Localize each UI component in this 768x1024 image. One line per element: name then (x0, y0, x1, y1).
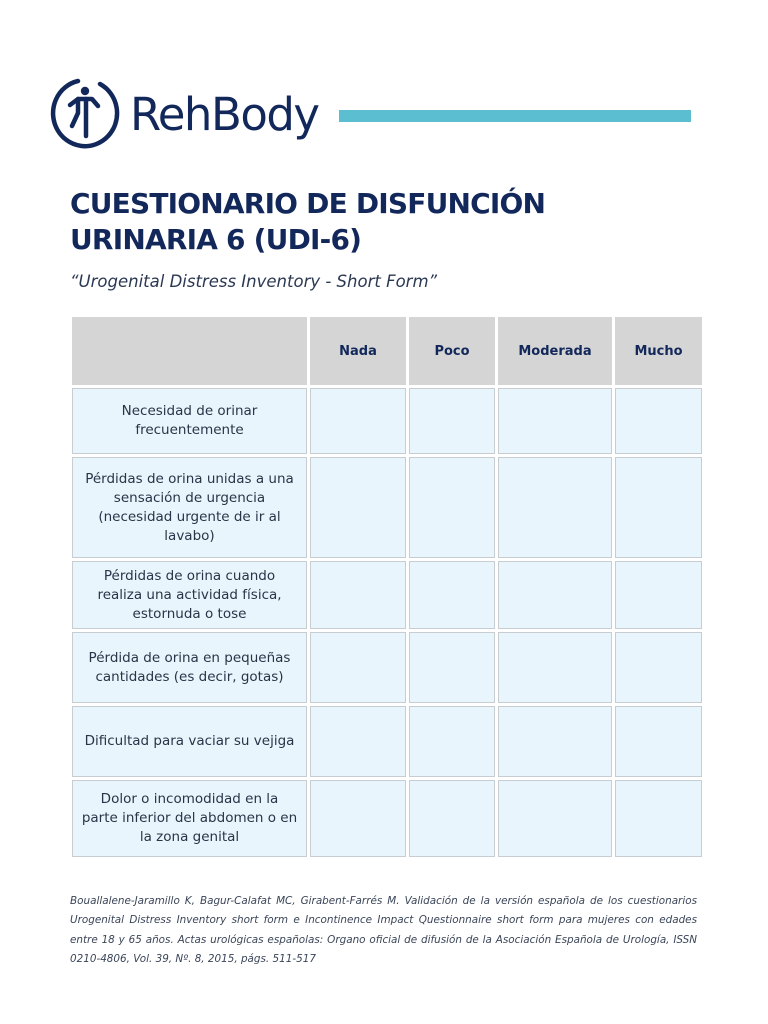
questionnaire-table (69, 314, 705, 860)
answer-cell-nada[interactable] (310, 632, 406, 703)
question-label: Pérdidas de orina cuando realiza una actividad física, estornuda o tose (72, 561, 307, 629)
question-label: Dificultad para vaciar su vejiga (72, 706, 307, 777)
answer-cell-mucho[interactable] (615, 561, 702, 629)
header-cell-poco: Poco (409, 317, 495, 385)
answer-cell-moderada[interactable] (498, 457, 612, 558)
title-line-1: CUESTIONARIO DE DISFUNCIÓN (70, 187, 546, 220)
answer-cell-nada[interactable] (310, 561, 406, 629)
answer-cell-poco[interactable] (409, 706, 495, 777)
answer-cell-moderada[interactable] (498, 561, 612, 629)
question-label: Pérdidas de orina unidas a una sensación de urgencia (necesidad urgente de ir al lavabo) (72, 457, 307, 558)
answer-cell-mucho[interactable] (615, 457, 702, 558)
header-cell-nada: Nada (310, 317, 406, 385)
answer-cell-mucho[interactable] (615, 780, 702, 857)
answer-cell-mucho[interactable] (615, 632, 702, 703)
answer-cell-moderada[interactable] (498, 706, 612, 777)
table-header-row (72, 317, 702, 385)
question-label: Necesidad de orinar frecuentemente (72, 388, 307, 454)
table-row (72, 561, 702, 629)
answer-cell-nada[interactable] (310, 388, 406, 454)
header-accent-bar (339, 110, 691, 122)
answer-cell-poco[interactable] (409, 388, 495, 454)
table-row (72, 780, 702, 857)
title-line-2: URINARIA 6 (UDI-6) (70, 223, 362, 256)
brand-logo (48, 76, 319, 152)
answer-cell-nada[interactable] (310, 457, 406, 558)
answer-cell-nada[interactable] (310, 706, 406, 777)
citation-text: Bouallalene-Jaramillo K, Bagur-Calafat MC, Girabent-Farrés M. Validación de la versión española de los cuestionarios Urogenital Distress Inventory short form e Incontinence Impact Questionnaire short form para mujeres con edades entre 18 y 65 años. Actas urológicas españolas: Organo oficial de difusión de la Asociación Española de Urología, ISSN 0210-4806, Vol. 39, Nº. 8, 2015, págs. 511-517 (70, 895, 697, 965)
answer-cell-nada[interactable] (310, 780, 406, 857)
answer-cell-mucho[interactable] (615, 706, 702, 777)
header-cell-blank (72, 317, 307, 385)
answer-cell-poco[interactable] (409, 561, 495, 629)
table-row (72, 388, 702, 454)
answer-cell-poco[interactable] (409, 457, 495, 558)
question-label: Dolor o incomodidad en la parte inferior del abdomen o en la zona genital (72, 780, 307, 857)
header-cell-moderada: Moderada (498, 317, 612, 385)
question-label: Pérdida de orina en pequeñas cantidades (es decir, gotas) (72, 632, 307, 703)
document-title (70, 186, 545, 258)
table-row (72, 632, 702, 703)
table-row (72, 457, 702, 558)
answer-cell-poco[interactable] (409, 632, 495, 703)
document-subtitle: “Urogenital Distress Inventory - Short Form” (70, 272, 438, 291)
answer-cell-moderada[interactable] (498, 632, 612, 703)
person-circle-icon (48, 76, 120, 152)
brand-name: RehBody (130, 87, 319, 141)
answer-cell-moderada[interactable] (498, 780, 612, 857)
header-cell-mucho: Mucho (615, 317, 702, 385)
answer-cell-poco[interactable] (409, 780, 495, 857)
answer-cell-moderada[interactable] (498, 388, 612, 454)
table-row (72, 706, 702, 777)
answer-cell-mucho[interactable] (615, 388, 702, 454)
